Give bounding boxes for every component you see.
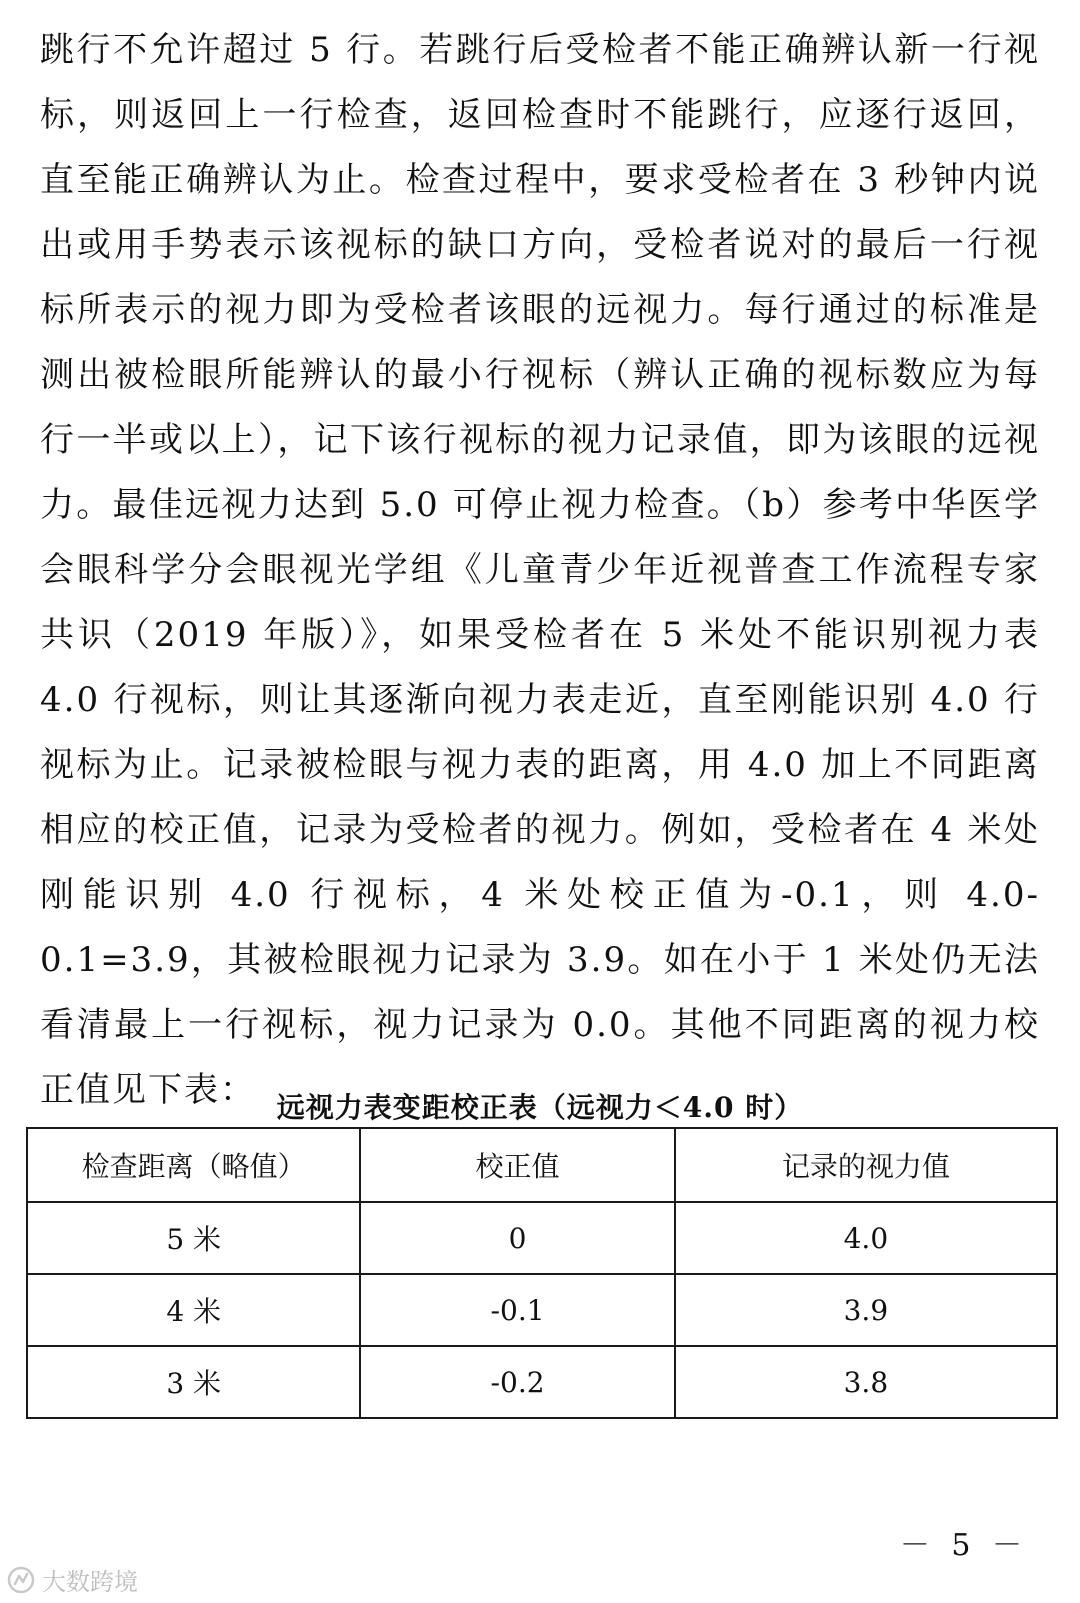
body-paragraph: 跳行不允许超过 5 行。若跳行后受检者不能正确辨认新一行视标，则返回上一行检查，返回检查时不能跳行，应逐行返回，直至能正确辨认为止。检查过程中，要求受检者在 3 秒钟内说出或用手势表示该视标的缺口方向，受检者说对的最后一行视标所表示的视力即为受检者该眼的远视力。每行通过的标准是测出被检眼所能辨认的最小行视标（辨认正确的视标数应为每行一半或以上），记下该行视标的视力记录值，即为该眼的远视力。最佳远视力达到 5.0 可停止视力检查。（b）参考中华医学会眼科学分会眼视光学组《儿童青少年近视普查工作流程专家共识（2019 年版）》，如果受检者在 5 米处不能识别视力表 4.0 行视标，则让其逐渐向视力表走近，直至刚能识别 4.0 行视标为止。记录被检眼与视力表的距离，用 4.0 加上不同距离相应的校正值，记录为受检者的视力。例如，受检者在 4 米处刚能识别 4.0 行视标，4 米处校正值为-0.1，则 4.0-0.1=3.9，其被检眼视力记录为 3.9。如在小于 1 米处仍无法看清最上一行视标，视力记录为 0.0。其他不同距离的视力校正值见下表： [40,30,1040,1110]
header-correction: 校正值 [360,1128,674,1202]
page-number: － 5 － [899,1528,1028,1563]
table-row [27,1202,1057,1274]
table-row [27,1274,1057,1346]
cell-correction: -0.2 [360,1346,674,1418]
correction-table [26,1127,1058,1419]
watermark-logo-icon [6,1565,36,1595]
table-title: 远视力表变距校正表（远视力＜4.0 时） [276,1091,804,1124]
table-header-row [27,1128,1057,1202]
cell-recorded-vision: 3.9 [675,1274,1057,1346]
header-distance: 检查距离（略值） [27,1128,360,1202]
cell-recorded-vision: 4.0 [675,1202,1057,1274]
cell-distance: 5 米 [27,1202,360,1274]
watermark-text: 大数跨境 [42,1568,138,1596]
watermark [6,1562,138,1597]
cell-correction: -0.1 [360,1274,674,1346]
cell-recorded-vision: 3.8 [675,1346,1057,1418]
table-row [27,1346,1057,1418]
header-recorded-vision: 记录的视力值 [675,1128,1057,1202]
cell-correction: 0 [360,1202,674,1274]
cell-distance: 4 米 [27,1274,360,1346]
cell-distance: 3 米 [27,1346,360,1418]
